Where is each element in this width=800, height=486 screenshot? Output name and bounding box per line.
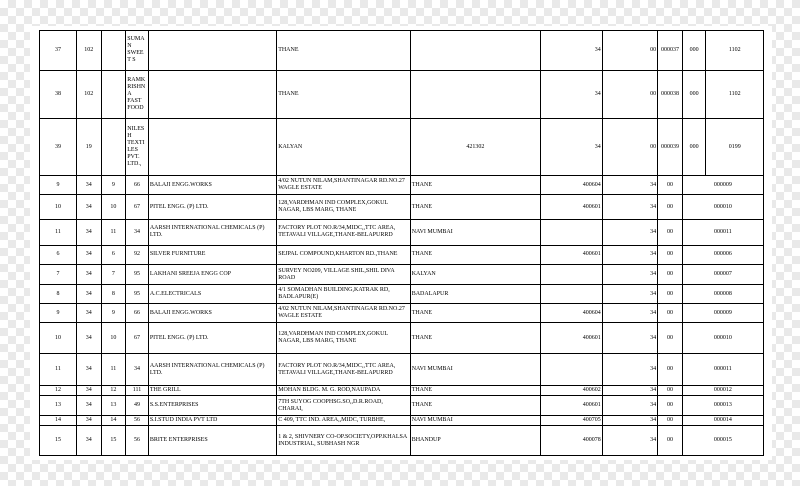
- table-cell: 000006: [682, 245, 763, 265]
- table-cell: [101, 118, 126, 176]
- table-cell: 34: [602, 322, 657, 353]
- table-cell: 34: [602, 304, 657, 323]
- table-row: [40, 304, 764, 323]
- table-cell: 34: [76, 416, 101, 426]
- table-cell: 34: [602, 426, 657, 456]
- table-cell: 400604: [541, 304, 603, 323]
- table-cell: 00: [658, 322, 683, 353]
- table-cell: 34: [602, 416, 657, 426]
- table-cell: C 409, TTC IND. AREA,,MIDC, TURBHE,: [277, 416, 411, 426]
- table-cell: 000009: [682, 176, 763, 195]
- table-cell: 34: [76, 304, 101, 323]
- table-cell: 400602: [541, 385, 603, 395]
- table-cell: THE GRILL: [148, 385, 276, 395]
- table-cell: 56: [126, 426, 149, 456]
- table-cell: THANE: [410, 176, 540, 195]
- table-cell: [541, 354, 603, 385]
- table-row: [40, 285, 764, 304]
- table-row: [40, 245, 764, 265]
- table-cell: 000038: [658, 70, 683, 118]
- table-cell: 0199: [706, 118, 764, 176]
- table-cell: 34: [76, 245, 101, 265]
- table-cell: 9: [40, 176, 77, 195]
- table-cell: THANE: [410, 396, 540, 416]
- table-cell: PITEL ENGG. (P) LTD.: [148, 322, 276, 353]
- table-cell: PITEL ENGG. (P) LTD.: [148, 195, 276, 220]
- table-cell: 34: [541, 118, 603, 176]
- table-cell: BRITE ENTERPRISES: [148, 426, 276, 456]
- table-cell: 000010: [682, 322, 763, 353]
- table-cell: 11: [40, 354, 77, 385]
- table-cell: [101, 31, 126, 71]
- table-cell: 00: [658, 354, 683, 385]
- table-cell: 00: [602, 70, 657, 118]
- table-cell: [148, 70, 276, 118]
- table-cell: 111: [126, 385, 149, 395]
- table-cell: 000037: [658, 31, 683, 71]
- table-cell: A.C.ELECTRICALS: [148, 285, 276, 304]
- table-cell: 12: [101, 385, 126, 395]
- table-cell: 13: [101, 396, 126, 416]
- table-cell: 7TH SUYOG COOPHSG.SO,,D.R.ROAD, CHARAI,: [277, 396, 411, 416]
- table-cell: [148, 118, 276, 176]
- table-cell: 000: [682, 118, 706, 176]
- table-cell: 000008: [682, 285, 763, 304]
- table-cell: 00: [658, 220, 683, 245]
- table-cell: NAVI MUMBAI: [410, 220, 540, 245]
- table-cell: 8: [101, 285, 126, 304]
- table-cell: SURVEY NO209, VILLAGE SHIL,SHIL DIVA ROAD: [277, 265, 411, 285]
- table-cell: AARSH INTERNATIONAL CHEMICALS (P) LTD.: [148, 220, 276, 245]
- table-cell: 400601: [541, 322, 603, 353]
- table-cell: 00: [658, 285, 683, 304]
- table-cell: 34: [76, 322, 101, 353]
- table-cell: 34: [602, 245, 657, 265]
- table-row: [40, 70, 764, 118]
- table-cell: 400604: [541, 176, 603, 195]
- table-row: [40, 354, 764, 385]
- table-cell: 102: [76, 31, 101, 71]
- table-cell: 11: [101, 220, 126, 245]
- table-cell: 38: [40, 70, 77, 118]
- table-cell: 8: [40, 285, 77, 304]
- table-cell: 34: [76, 195, 101, 220]
- table-cell: 00: [658, 265, 683, 285]
- table-cell: 00: [658, 426, 683, 456]
- table-cell: FACTORY PLOT NO.R/34,MIDC,,TTC AREA, TETAVALI VILLAGE,THANE-BELAPURRD: [277, 220, 411, 245]
- table-cell: 34: [76, 426, 101, 456]
- table-cell: THANE: [410, 195, 540, 220]
- table-cell: 000007: [682, 265, 763, 285]
- table-cell: 4/02 NUTUN NILAM,SHANTINAGAR RD.NO.27 WAGLE ESTATE: [277, 176, 411, 195]
- table-cell: [410, 31, 540, 71]
- table-cell: THANE: [410, 322, 540, 353]
- table-cell: 34: [76, 385, 101, 395]
- table-cell: 6: [40, 245, 77, 265]
- table-cell: SILVER FURNITURE: [148, 245, 276, 265]
- table-row: [40, 220, 764, 245]
- table-cell: 95: [126, 265, 149, 285]
- table-cell: AARSH INTERNATIONAL CHEMICALS (P) LTD.: [148, 354, 276, 385]
- table-cell: SUMA N SWEET S: [126, 31, 149, 71]
- table-cell: 13: [40, 396, 77, 416]
- table-cell: 34: [602, 285, 657, 304]
- table-cell: 000013: [682, 396, 763, 416]
- table-cell: 34: [126, 354, 149, 385]
- table-row: [40, 31, 764, 71]
- table-cell: SEJPAL COMPOUND,KHARTON RD.,THANE: [277, 245, 411, 265]
- table-cell: 11: [101, 354, 126, 385]
- table-cell: 000: [682, 31, 706, 71]
- table-cell: 102: [76, 70, 101, 118]
- table-cell: 34: [76, 220, 101, 245]
- table-cell: [148, 31, 276, 71]
- table-cell: 14: [40, 416, 77, 426]
- table-row: [40, 322, 764, 353]
- table-cell: RAMK RISHN A FAST FOOD: [126, 70, 149, 118]
- table-cell: THANE: [277, 31, 411, 71]
- table-cell: S.I.STUD INDIA PVT LTD: [148, 416, 276, 426]
- table-cell: 34: [76, 285, 101, 304]
- table-cell: 49: [126, 396, 149, 416]
- table-cell: 19: [76, 118, 101, 176]
- table-cell: 000: [682, 70, 706, 118]
- table-cell: 95: [126, 285, 149, 304]
- table-cell: 000015: [682, 426, 763, 456]
- table-cell: THANE: [410, 385, 540, 395]
- table-cell: THANE: [410, 245, 540, 265]
- table-cell: 400601: [541, 245, 603, 265]
- table-cell: KALYAN: [277, 118, 411, 176]
- table-cell: 400601: [541, 195, 603, 220]
- table-cell: 00: [658, 245, 683, 265]
- table-cell: 128,VARDHMAN IND COMPLEX,GOKUL NAGAR, LBS MARG, THANE: [277, 195, 411, 220]
- table-cell: 000011: [682, 354, 763, 385]
- table-cell: 00: [602, 118, 657, 176]
- table-cell: BALAJI ENGG.WORKS: [148, 176, 276, 195]
- table-row: [40, 118, 764, 176]
- table-cell: 34: [602, 385, 657, 395]
- table-cell: 000011: [682, 220, 763, 245]
- table-cell: FACTORY PLOT NO.R/34,MIDC,,TTC AREA, TETAVALI VILLAGE,THANE-BELAPURRD: [277, 354, 411, 385]
- table-row: [40, 385, 764, 395]
- table-row: [40, 265, 764, 285]
- table-cell: 00: [658, 385, 683, 395]
- table-cell: [101, 70, 126, 118]
- table-cell: [541, 265, 603, 285]
- table-cell: 34: [602, 396, 657, 416]
- table-row: [40, 396, 764, 416]
- table-cell: 34: [602, 354, 657, 385]
- table-cell: BHANDUP: [410, 426, 540, 456]
- table-cell: 9: [40, 304, 77, 323]
- table-cell: BALAJI ENGG.WORKS: [148, 304, 276, 323]
- table-cell: 421302: [410, 118, 540, 176]
- table-cell: 1 & 2, SHIVNERY CO-OP.SOCIETY,OPP.KHALSA INDUSTRIAL, SUBHASH NGR: [277, 426, 411, 456]
- table-cell: MOHAN BLDG. M. G. ROD,NAUPADA: [277, 385, 411, 395]
- table-cell: 000039: [658, 118, 683, 176]
- data-table: [39, 30, 764, 456]
- table-cell: 00: [658, 176, 683, 195]
- table-cell: 67: [126, 322, 149, 353]
- table-cell: 6: [101, 245, 126, 265]
- table-cell: 66: [126, 176, 149, 195]
- table-row: [40, 416, 764, 426]
- table-cell: 92: [126, 245, 149, 265]
- table-cell: NAVI MUMBAI: [410, 416, 540, 426]
- table-cell: 400078: [541, 426, 603, 456]
- table-cell: [410, 70, 540, 118]
- table-cell: 400601: [541, 396, 603, 416]
- table-cell: 10: [40, 322, 77, 353]
- table-cell: 12: [40, 385, 77, 395]
- table-cell: 11: [40, 220, 77, 245]
- table-cell: BADALAPUR: [410, 285, 540, 304]
- table-cell: S.S.ENTERPRISES: [148, 396, 276, 416]
- table-cell: 4/1 SOMADHAN BUILDING,KATRAK RD, BADLAPUR(E): [277, 285, 411, 304]
- table-row: [40, 176, 764, 195]
- table-cell: 14: [101, 416, 126, 426]
- table-cell: 66: [126, 304, 149, 323]
- table-cell: 39: [40, 118, 77, 176]
- table-cell: 34: [76, 396, 101, 416]
- table-cell: 15: [40, 426, 77, 456]
- table-cell: [541, 285, 603, 304]
- table-cell: 34: [602, 265, 657, 285]
- table-cell: [541, 220, 603, 245]
- table-cell: 00: [658, 304, 683, 323]
- table-cell: 10: [101, 322, 126, 353]
- table-cell: 9: [101, 176, 126, 195]
- table-cell: 7: [101, 265, 126, 285]
- table-cell: 000012: [682, 385, 763, 395]
- table-cell: 56: [126, 416, 149, 426]
- table-cell: LAKHANI SREEJA ENGG COP: [148, 265, 276, 285]
- table-cell: 1102: [706, 70, 764, 118]
- table-cell: KALYAN: [410, 265, 540, 285]
- table-cell: 34: [541, 70, 603, 118]
- table-cell: 34: [126, 220, 149, 245]
- table-cell: 00: [602, 31, 657, 71]
- table-cell: 000014: [682, 416, 763, 426]
- table-row: [40, 426, 764, 456]
- table-cell: 128,VARDHMAN IND COMPLEX,GOKUL NAGAR, LBS MARG, THANE: [277, 322, 411, 353]
- document-sheet: [30, 26, 772, 460]
- table-cell: 37: [40, 31, 77, 71]
- table-cell: 4/02 NUTUN NILAM,SHANTINAGAR RD.NO.27 WAGLE ESTATE: [277, 304, 411, 323]
- table-cell: 000010: [682, 195, 763, 220]
- table-cell: 000009: [682, 304, 763, 323]
- table-cell: 15: [101, 426, 126, 456]
- table-cell: 7: [40, 265, 77, 285]
- table-cell: 34: [602, 195, 657, 220]
- table-cell: THANE: [410, 304, 540, 323]
- table-cell: THANE: [277, 70, 411, 118]
- table-cell: 34: [76, 176, 101, 195]
- table-cell: 9: [101, 304, 126, 323]
- table-cell: 00: [658, 195, 683, 220]
- table-cell: 34: [76, 265, 101, 285]
- table-cell: 34: [76, 354, 101, 385]
- table-cell: NAVI MUMBAI: [410, 354, 540, 385]
- table-cell: 10: [40, 195, 77, 220]
- table-cell: 10: [101, 195, 126, 220]
- table-cell: 00: [658, 416, 683, 426]
- table-cell: 34: [602, 176, 657, 195]
- table-cell: 00: [658, 396, 683, 416]
- table-cell: 34: [602, 220, 657, 245]
- table-row: [40, 195, 764, 220]
- table-cell: 67: [126, 195, 149, 220]
- table-cell: 400705: [541, 416, 603, 426]
- table-cell: NILES H TEXTI LES PVT. LTD.,: [126, 118, 149, 176]
- table-cell: 1102: [706, 31, 764, 71]
- table-cell: 34: [541, 31, 603, 71]
